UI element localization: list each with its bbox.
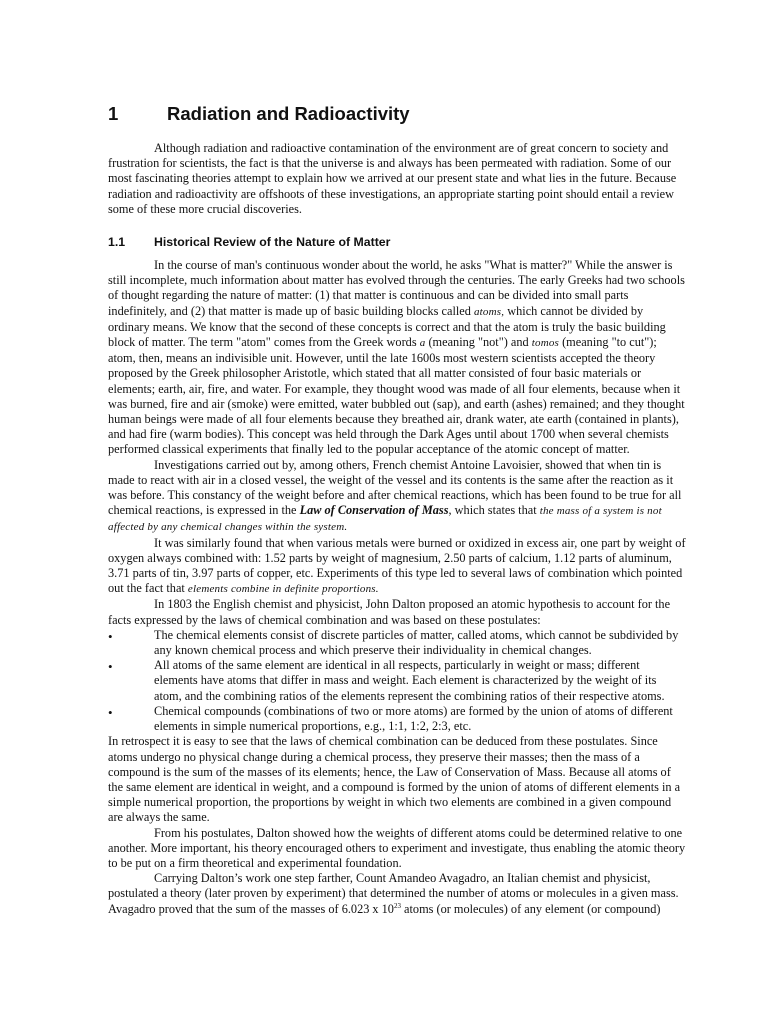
paragraph-dalton-weights: From his postulates, Dalton showed how the weights of different atoms could be determined relative to one another. More important, his theory encouraged others to experiment and investigate, thus enabling the atomic theory to be put on a firm theoretical and experimental foundation. <box>108 825 686 870</box>
paragraph-retrospect: In retrospect it is easy to see that the laws of chemical combination can be deduced from these postulates. Since atoms undergo no physical change during a chemical process, they preserve their masses; then the mass of a compound is the sum of the masses of its elements; hence, the Law of Conservation of Mass. Because all atoms of the same element are identical in weight, and a compound is formed by the union of atoms of different elements in a simple numerical proportion, the proportions by weight in which two elements are combined in a given compound are always the same. <box>108 734 681 825</box>
law-statement: the mass of a system is not affected by any chemical changes within the system. <box>108 505 662 534</box>
term-tomos: tomos <box>531 337 560 350</box>
list-item: • All atoms of the same element are identical in all respects, particularly in weight or mass; different elements have atoms that differ in mass and weight. Each element is characterized by the weight of its atom, and the combining ratios of the elements represent the combining ratios of their respective atoms. <box>108 658 665 703</box>
section-body <box>108 258 686 917</box>
exponent: 23 <box>393 901 401 910</box>
paragraph-lavoisier: Investigations carried out by, among others, French chemist Antoine Lavoisier, showed that when tin is made to react with air in a closed vessel, the weight of the vessel and its contents is the same after the reaction as it was before. This constancy of the weight before and after chemical reactions, which has been found to be true for all chemical reactions, is expressed in the Law of Conservation of Mass, which states that the mass of a system is not affected by any chemical changes within the system. <box>108 457 682 534</box>
intro-block <box>108 141 686 217</box>
term-a: a <box>419 337 426 350</box>
bullet-icon: • <box>108 704 113 720</box>
chapter-number: 1 <box>108 103 119 124</box>
paragraph-avagadro: Carrying Dalton’s work one step farther, Count Amandeo Avagadro, an Italian chemist and physicist, postulated a theory (later proven by experiment) that determined the number of atoms or molecules in a given mass. Avagadro proved that the sum of the masses of 6.023 x $10^{23}$ atoms (or molecules) of any element (or compound) <box>108 871 679 916</box>
section-heading <box>108 235 390 250</box>
paragraph-dalton-intro: In 1803 the English chemist and physicist, John Dalton proposed an atomic hypothesis to account for the facts expressed by the laws of chemical combination and was based on these postulates: <box>108 597 671 627</box>
paragraph-nature-of-matter: In the course of man's continuous wonder about the world, he asks "What is matter?" While the answer is still incomplete, much information about matter has evolved through the centuries. The early Greeks had two schools of thought regarding the nature of matter: (1) that matter is continuous and can be divided into small parts indefinitely, and (2) that matter is made up of basic building blocks called atoms, which cannot be divided by ordinary means. We know that the second of these concepts is correct and that the atom is truly the basic building block of matter. The term "atom" comes from the Greek words a (meaning "not") and tomos (meaning "to cut"); atom, then, means an indivisible unit. However, until the late 1600s most western scientists accepted the theory proposed by the Greek philosopher Aristotle, which stated that all matter consisted of four basic materials or elements; earth, air, fire, and water. For example, they thought wood was made of all four elements, because when it was burned, fire and air (smoke) were emitted, water bubbled out (sap), and earth (ashes) remained; and they thought human beings were made of all four elements because they breathed air, drank water, ate earth (contained in plants), and had fire (warm bodies). This concept was held through the Dark Ages until about 1700 when several chemists performed classical experiments that finally led to the popular acceptance of the atomic concept of matter. <box>108 258 685 457</box>
list-item: • Chemical compounds (combinations of two or more atoms) are formed by the union of atoms of different elements in simple numerical proportions, e.g., 1:1, 1:2, 2:3, etc. <box>108 703 673 734</box>
bullet-icon: • <box>108 628 113 644</box>
bullet-icon: • <box>108 659 113 675</box>
intro-paragraph: Although radiation and radioactive contamination of the environment are of great concern to society and frustration for scientists, the fact is that the universe is and always has been permeated with radiation. Some of our most fascinating theories attempt to explain how we arrived at our present state and what lies in the future. Because radiation and radioactivity are offshoots of these investigations, an appropriate starting point should entail a review some of these more crucial discoveries. <box>108 141 677 216</box>
section-number: 1.1 <box>108 235 126 249</box>
section-title: Historical Review of the Nature of Matter <box>154 235 391 249</box>
definite-proportions-statement: elements combine in definite proportions. <box>187 583 379 596</box>
law-conservation-of-mass: Law of Conservation of Mass <box>299 503 449 518</box>
dalton-postulates-list <box>108 628 686 734</box>
chapter-title-text: Radiation and Radioactivity <box>167 103 410 124</box>
chapter-title <box>108 101 410 127</box>
term-atoms: atoms, <box>473 305 505 318</box>
paragraph-combination: It was similarly found that when various metals were burned or oxidized in excess air, one part by weight of oxygen always combined with: 1.52 parts by weight of magnesium, 2.50 parts of calcium, 1.12 parts of aluminum, 3.71 parts of tin, 3.97 parts of copper, etc. Experiments of this type led to several laws of combination which pointed out the fact that elements combine in definite proportions. <box>108 535 686 596</box>
list-item: • The chemical elements consist of discrete particles of matter, called atoms, which cannot be subdivided by any known chemical process and which preserve their individuality in chemical changes. <box>108 627 679 658</box>
